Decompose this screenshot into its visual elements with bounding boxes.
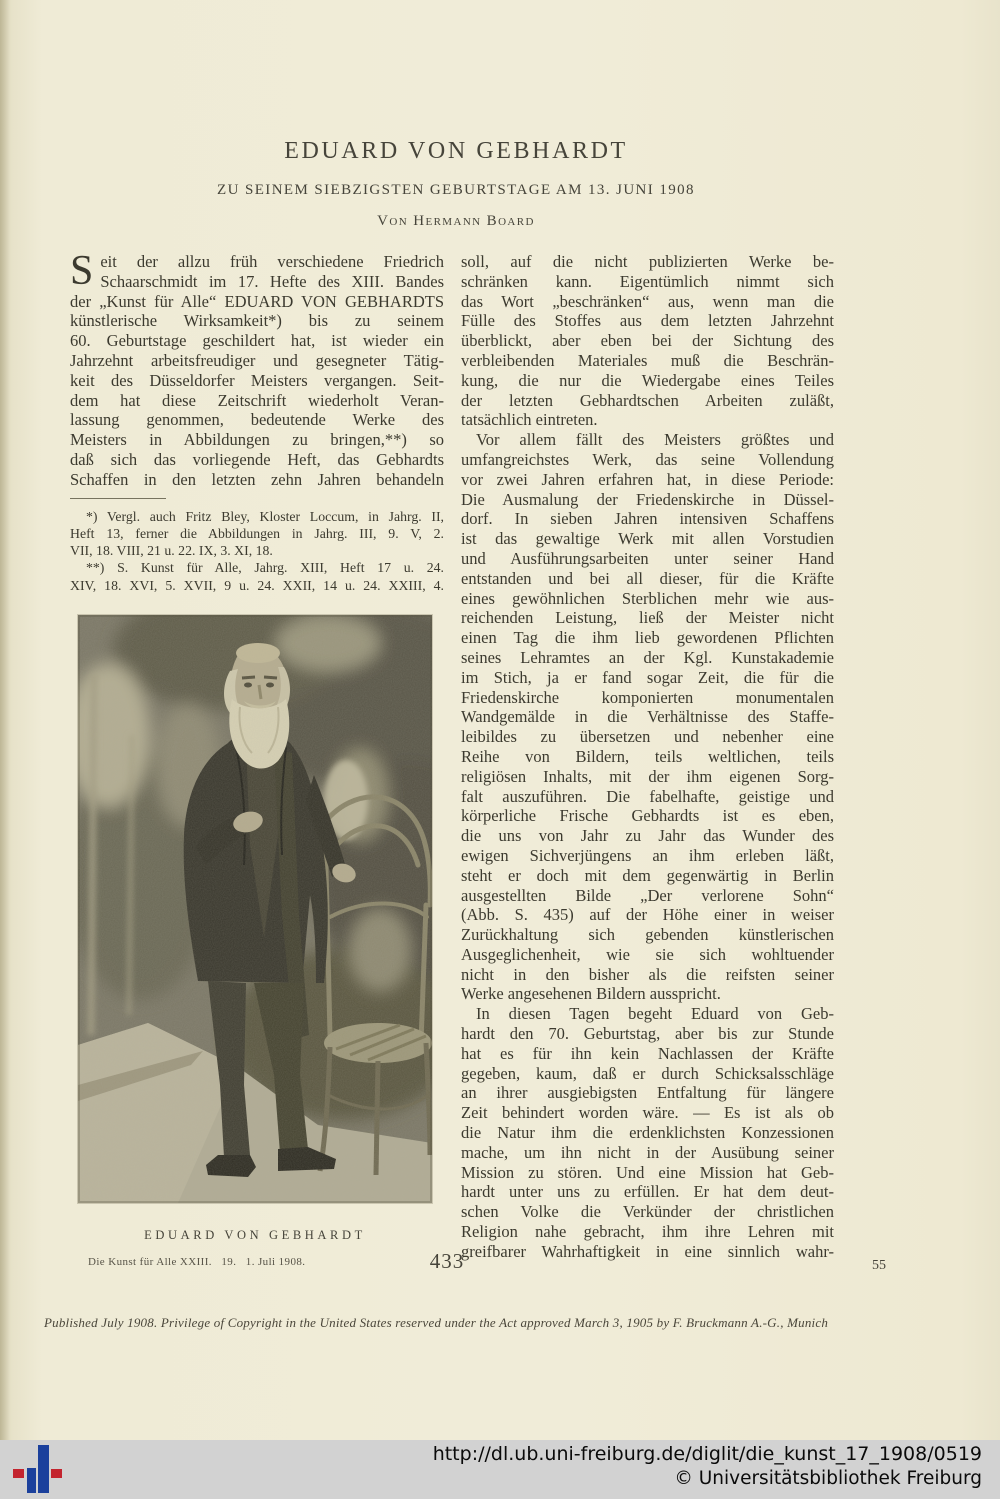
journal-issue-line: Die Kunst für Alle XXIII. 19. 1. Juli 1908. (88, 1256, 306, 1268)
logo-bar-tall (38, 1445, 49, 1493)
gebhardt-photo (78, 615, 432, 1203)
gebhardt-photo-illustration (78, 615, 432, 1203)
logo-bar-short (27, 1468, 36, 1493)
scan-footer-bar (0, 1440, 1000, 1499)
dropcap-initial: S (70, 248, 94, 294)
page-number: 433 (429, 1249, 465, 1273)
scan-source-text (433, 1442, 982, 1492)
right-text-column (461, 252, 834, 1262)
right-column-text: soll, auf die nicht publizierten Werke be- schränken kann. Eigentümlich nimmt sich das Wort „beschränken“ aus, wenn man die Fülle des Stoffes aus dem letzten Jahrzehnt überblickt, aber eben bei der Sichtung des verbleibenden Materiales muß die Beschrän- kung, die nur die Wiedergabe eines Teiles der letzten Gebhardtschen Arbeiten zuläßt, tatsächlich eintreten. Vor allem fällt des Meisters größtes und umfangreichstes Werk, das seine Vollendung vor zwei Jahren erfahren hat, in diese Periode: Die Ausmalung der Friedenskirche in Düssel- dorf. In sieben Jahren intensiven Schaffens ist das gewaltige Werk mit allen Vorstudien und Ausführungsarbeiten unter seiner Hand entstanden und bei all dieser, für die Kräfte eines gewöhnlichen Sterblichen mehr wie aus- reichenden Leistung, ließ der Meister nicht einen Tag die ihm lieb gewordenen Pflichten seines Lehramtes an der Kgl. Kunstakademie im Stich, ja er fand sogar Zeit, die für die Friedenskirche komponierten monumentalen Wandgemälde in die Verhältnisse des Staffe- leibildes zu übersetzen und nebenher eine Reihe von Bildern, teils weltlichen, teils religiösen Inhalts, mit der ihm eigenen Sorg- falt auszuführen. Die fabelhafte, geistige und körperliche Frische Gebhardts ist es eben, die uns von Jahr zu Jahr das Wunder des ewigen Sichverjüngens an ihm erleben läßt, steht er doch mit dem gegenwärtig in Berlin ausgestellten Bilde „Der verlorene Sohn“ (Abb. S. 435) auf der Höhe einer in weiser Zurückhaltung sich gebenden künstlerischen Ausgeglichenheit, wie sie sich wohltuender nicht in den bisher als die reifsten seiner Werke angesehenen Bildern ausspricht. In diesen Tagen begeht Eduard von Geb- hardt den 70. Geburtstag, aber bis zur Stunde hat es für ihn kein Nachlassen der Kräfte gegeben, kaum, daß er durch Schicksalsschläge an ihrer ausgiebigsten Entfaltung für längere Zeit behindert worden wäre. — Es ist als ob die Natur ihm die erdenklichsten Konzessionen mache, um ihn nicht in der Ausübung seiner Mission zu stören. Und eine Mission hat Geb- hardt unter uns zu erfüllen. Er hat dem deut- schen Volke die Verkünder der christlichen Religion nahe gebracht, ihm ihre Lehren mit greifbarer Wahrhaftigkeit in eine sinnlich wahr- (461, 252, 834, 1261)
article-title: EDUARD VON GEBHARDT (284, 138, 628, 164)
left-column-text: eit der allzu früh verschiedene Friedrich Schaarschmidt im 17. Hefte des XIII. Bandes der „Kunst für Alle“ EDUARD VON GEBHARDTS künstlerische Wirksamkeit*) bis zu seinem 60. Geburtstage geschildert hat, ist wieder ein Jahrzehnt arbeitsfreudiger und gesegneter Tätig- keit des Düsseldorfer Meisters vergangen. Seit- dem hat diese Zeitschrift wiederholt Veran- lassung genommen, bedeutende Werke des Meisters in Abbildungen zu bringen,**) so daß sich das vorliegende Heft, das Gebhardts Schaffen in den letzten zehn Jahren behandeln (70, 252, 444, 489)
copyright-line: Published July 1908. Privilege of Copyright in the United States reserved under the Act approved March 3, 1905 by F. Bruckmann A.-G., Munich (44, 1315, 829, 1330)
library-attribution: © Universitätsbibliothek Freiburg (674, 1468, 982, 1489)
footnote-rule (70, 498, 166, 499)
scan-source-url: http://dl.ub.uni-freiburg.de/diglit/die_kunst_17_1908/0519 (432, 1443, 982, 1465)
left-text-column (70, 248, 444, 594)
photo-caption: EDUARD VON GEBHARDT (144, 1228, 366, 1242)
article-header (60, 138, 852, 230)
logo-square-right (51, 1469, 62, 1478)
logo-square-left (13, 1469, 24, 1478)
article-subtitle: ZU SEINEM SIEBZIGSTEN GEBURTSTAGE AM 13. JUNI 1908 (217, 182, 695, 198)
footnotes: *) Vergl. auch Fritz Bley, Kloster Loccum, in Jahrg. II, Heft 13, ferner die Abbildungen in Jahrg. III, 9. V, 2. VII, 18. VIII, 21 u. 22. IX, 3. XI, 18. **) S. Kunst für Alle, Jahrg. XIII, Heft 17 u. 24. XIV, 18. XVI, 5. XVII, 9 u. 24. XXII, 14 u. 24. XXIII, 4. (70, 508, 444, 593)
plate-number: 55 (872, 1258, 886, 1273)
library-logo-icon (12, 1443, 68, 1496)
binding-shadow (0, 0, 10, 1499)
article-byline: Von Hermann Board (377, 213, 535, 229)
